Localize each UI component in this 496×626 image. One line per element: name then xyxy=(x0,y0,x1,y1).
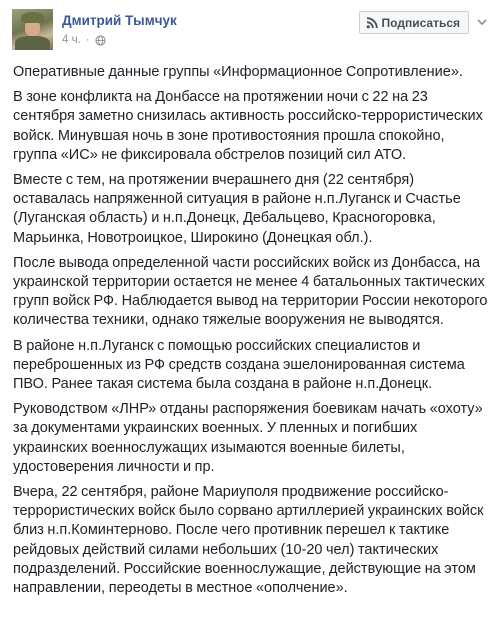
avatar-helmet-shape xyxy=(21,12,44,23)
post-paragraph: Вместе с тем, на протяжении вчерашнего дня (22 сентября) оставалась напряженной ситуация в районе н.п.Луганск и Счастье (Луганская область) и н.п.Донецк, Дебальцево, Красногоровка, Марьинка, Новотроицкое, Широкино (Донецкая обл.). xyxy=(13,172,461,246)
chevron-down-icon[interactable] xyxy=(476,16,488,28)
post-paragraph: В зоне конфликта на Донбассе на протяжении ночи с 22 на 23 сентября заметно снизилась активность российско-террористических войск. Минувшая ночь в зоне противостояния прошла спокойно, группа «ИС» не фиксировала обстрелов позиций сил АТО. xyxy=(13,89,483,163)
post-timestamp[interactable]: 4 ч. xyxy=(62,34,81,46)
post-paragraph: После вывода определенной части российских войск из Донбасса, на украинской территории остается не менее 4 батальонных тактических групп войск РФ. Наблюдается вывод на территории России некоторого количества техники, однако тяжелые вооружения не выводятся. xyxy=(13,254,488,329)
post-body xyxy=(13,63,488,604)
avatar[interactable] xyxy=(12,9,53,50)
post-paragraph: Оперативные данные группы «Информационное Сопротивление». xyxy=(13,64,463,80)
meta-separator: · xyxy=(85,34,90,46)
author-name-link[interactable]: Дмитрий Тымчук xyxy=(62,13,177,28)
globe-icon[interactable] xyxy=(95,35,106,46)
post-paragraph: Вчера, 22 сентября, районе Мариуполя продвижение российско-террористических войск было сорвано артиллерией украинских войск близ н.п.Коминтерново. После чего противник перешел к тактике рейдовых действий силами небольших (10-20 чел) тактических подразделений. Российские военнослужащие, действующие на этом направлении, переодеты в местное «ополчение». xyxy=(13,484,484,597)
post-paragraph: В районе н.п.Луганск с помощью российских специалистов и переброшенных из РФ средств создана эшелонированная система ПВО. Ранее такая система была создана в районе н.п.Донецк. xyxy=(13,337,465,393)
post-meta xyxy=(62,34,106,46)
subscribe-button[interactable] xyxy=(359,11,469,34)
avatar-body-shape xyxy=(15,36,50,50)
post-header xyxy=(0,0,496,58)
post-paragraph: Руководством «ЛНР» отданы распоряжения боевикам начать «охоту» за документами украинских военных. У пленных и погибших украинских военнослужащих изымаются военные билеты, удостоверения личности и пр. xyxy=(13,401,483,475)
rss-icon xyxy=(366,17,378,29)
subscribe-button-label: Подписаться xyxy=(381,15,460,30)
